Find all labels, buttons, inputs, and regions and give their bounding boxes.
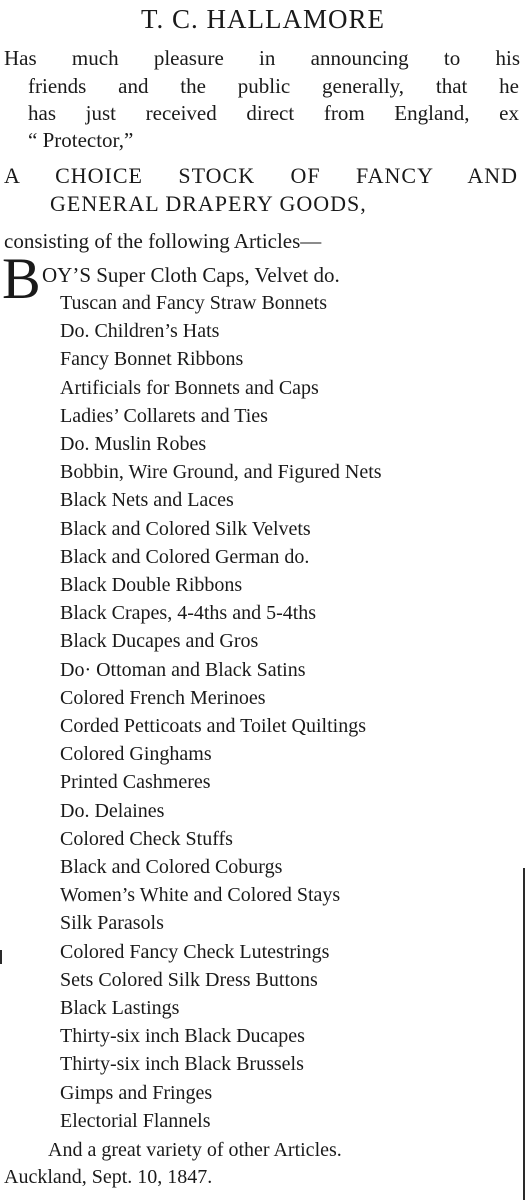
list-item: Colored Check Stuffs <box>60 828 233 850</box>
column-rule <box>523 868 525 1200</box>
closing-line: And a great variety of other Articles. <box>48 1139 342 1161</box>
intro-line-1: Has much pleasure in announcing to his <box>4 46 520 70</box>
list-item: Do· Ottoman and Black Satins <box>60 659 306 681</box>
lead-in-text: consisting of the following Articles— <box>4 229 322 253</box>
first-article-item: OY’S Super Cloth Caps, Velvet do. <box>42 263 340 287</box>
intro-line-2: friends and the public generally, that he <box>28 74 519 98</box>
intro-line-4: “ Protector,” <box>28 128 134 152</box>
list-item: Sets Colored Silk Dress Buttons <box>60 969 318 991</box>
list-item: Colored Fancy Check Lutestrings <box>60 941 330 963</box>
margin-mark <box>0 950 2 964</box>
stock-heading-line-1: A CHOICE STOCK OF FANCY AND <box>4 163 518 188</box>
list-item: Women’s White and Colored Stays <box>60 884 341 906</box>
list-item: Thirty-six inch Black Brussels <box>60 1053 304 1075</box>
list-item: Black Double Ribbons <box>60 574 243 596</box>
list-item: Black Crapes, 4-4ths and 5-4ths <box>60 602 317 624</box>
list-item: Do. Delaines <box>60 800 165 822</box>
list-item: Fancy Bonnet Ribbons <box>60 348 244 370</box>
list-item: Ladies’ Collarets and Ties <box>60 405 268 427</box>
list-item: Bobbin, Wire Ground, and Figured Nets <box>60 461 382 483</box>
list-item: Colored Ginghams <box>60 743 212 765</box>
list-item: Tuscan and Fancy Straw Bonnets <box>60 292 328 314</box>
drop-cap: B <box>2 246 41 311</box>
list-item: Black and Colored Coburgs <box>60 856 283 878</box>
list-item: Electorial Flannels <box>60 1110 211 1132</box>
advert-title: T. C. HALLAMORE <box>141 4 385 34</box>
list-item: Black Nets and Laces <box>60 489 234 511</box>
list-item: Thirty-six inch Black Ducapes <box>60 1025 305 1047</box>
list-item: Black Lastings <box>60 997 180 1019</box>
list-item: Artificials for Bonnets and Caps <box>60 377 319 399</box>
intro-line-3: has just received direct from England, ex <box>28 101 519 125</box>
list-item: Silk Parasols <box>60 912 164 934</box>
list-item: Black and Colored Silk Velvets <box>60 518 311 540</box>
place-date-footer: Auckland, Sept. 10, 1847. <box>4 1166 213 1188</box>
list-item: Printed Cashmeres <box>60 771 211 793</box>
list-item: Corded Petticoats and Toilet Quiltings <box>60 715 366 737</box>
list-item: Black Ducapes and Gros <box>60 630 259 652</box>
list-item: Do. Muslin Robes <box>60 433 207 455</box>
list-item: Colored French Merinoes <box>60 687 266 709</box>
list-item: Gimps and Fringes <box>60 1082 213 1104</box>
list-item: Black and Colored German do. <box>60 546 310 568</box>
list-item: Do. Children’s Hats <box>60 320 220 342</box>
stock-heading-line-2: GENERAL DRAPERY GOODS, <box>50 191 367 216</box>
